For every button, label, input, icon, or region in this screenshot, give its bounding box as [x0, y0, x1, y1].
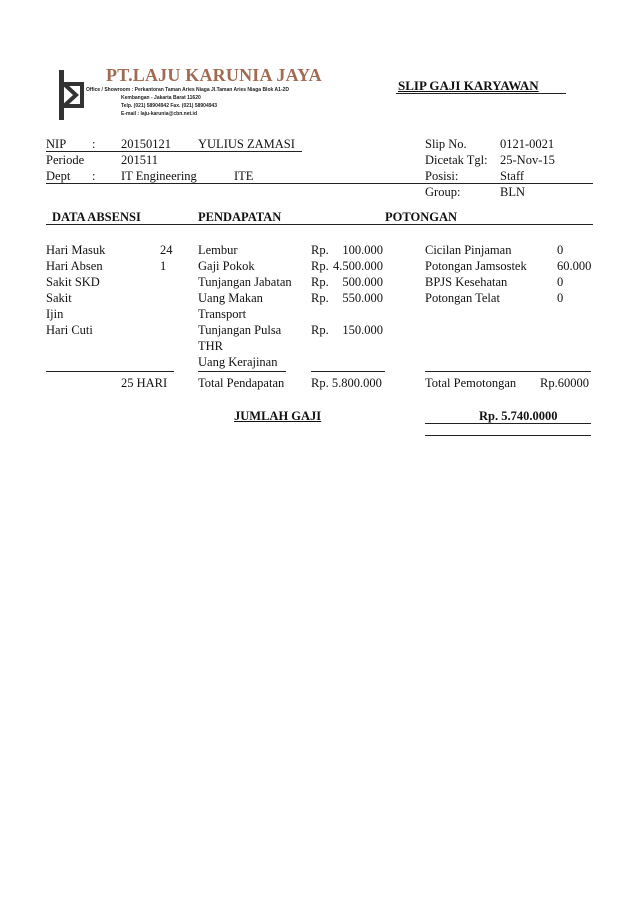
pendapatan-label: Gaji Pokok — [198, 259, 255, 273]
nip-underline — [46, 151, 302, 152]
jumlah-double-underline — [425, 435, 591, 436]
pendapatan-rp: Rp. — [311, 259, 329, 273]
potongan-label: Potongan Jamsostek — [425, 259, 527, 273]
absensi-label: Hari Absen — [46, 259, 103, 273]
total-pendapatan-label: Total Pendapatan — [198, 376, 285, 390]
jumlah-gaji-label: JUMLAH GAJI — [234, 409, 322, 423]
absensi-label: Sakit SKD — [46, 275, 100, 289]
pendapatan-label: Uang Makan — [198, 291, 263, 305]
group-label: Group: — [425, 185, 461, 199]
nip-value: 20150121 — [121, 137, 171, 151]
pendapatan-amount-line — [311, 371, 385, 372]
potongan-value: 0 — [557, 243, 564, 257]
potongan-label: BPJS Kesehatan — [425, 275, 508, 289]
dept-label: Dept — [46, 169, 71, 183]
pendapatan-label: Lembur — [198, 243, 238, 257]
dicetak-value: 25-Nov-15 — [500, 153, 555, 167]
company-city: Kembangan - Jakarta Barat 11620 — [121, 95, 201, 101]
pendapatan-amount: 4.500.000 — [333, 259, 383, 273]
potongan-value: 0 — [557, 291, 564, 305]
company-phone: Telp. (021) 58904942 Fax. (021) 58904943 — [121, 103, 218, 109]
potongan-value: 60.000 — [557, 259, 592, 273]
pendapatan-rp: Rp. — [311, 291, 329, 305]
posisi-value: Staff — [500, 169, 525, 183]
section-pendapatan: PENDAPATAN — [198, 210, 282, 224]
section-absensi: DATA ABSENSI — [52, 210, 141, 224]
pendapatan-amount: 100.000 — [342, 243, 383, 257]
potongan-value: 0 — [557, 275, 564, 289]
pendapatan-total-line — [198, 371, 286, 372]
total-pemotongan-value: Rp.60000 — [540, 376, 589, 390]
potongan-label: Potongan Telat — [425, 291, 500, 305]
nip-colon: : — [92, 137, 96, 151]
total-pendapatan-value: Rp. 5.800.000 — [311, 376, 382, 390]
posisi-label: Posisi: — [425, 169, 459, 183]
dept-code: ITE — [234, 169, 254, 183]
absensi-total-line — [46, 371, 174, 372]
employee-name: YULIUS ZAMASI — [198, 137, 295, 151]
jumlah-gaji-value: Rp. 5.740.0000 — [479, 409, 558, 423]
potongan-total-line — [425, 371, 591, 372]
slip-no-value: 0121-0021 — [500, 137, 555, 151]
title-underline — [396, 93, 566, 94]
pendapatan-amount: 550.000 — [342, 291, 383, 305]
slip-no-label: Slip No. — [425, 137, 467, 151]
total-hari: 25 HARI — [121, 376, 168, 390]
pendapatan-label: Tunjangan Jabatan — [198, 275, 292, 289]
pendapatan-rp: Rp. — [311, 275, 329, 289]
periode-label: Periode — [46, 153, 85, 167]
slip-title: SLIP GAJI KARYAWAN — [398, 78, 539, 93]
jumlah-underline — [425, 423, 591, 424]
section-underline — [46, 224, 593, 225]
section-potongan: POTONGAN — [385, 210, 457, 224]
pendapatan-label: Transport — [198, 307, 247, 321]
pendapatan-label: THR — [198, 339, 223, 353]
company-address: Office / Showroom : Perkantoran Taman Aries Niaga Jl.Taman Aries Niaga Blok A1-2D — [86, 87, 289, 93]
pendapatan-rp: Rp. — [311, 243, 329, 257]
pendapatan-label: Uang Kerajinan — [198, 355, 278, 369]
potongan-label: Cicilan Pinjaman — [425, 243, 512, 257]
group-value: BLN — [500, 185, 525, 199]
absensi-label: Hari Cuti — [46, 323, 93, 337]
pendapatan-rp: Rp. — [311, 323, 329, 337]
pendapatan-label: Tunjangan Pulsa — [198, 323, 282, 337]
info-divider — [46, 183, 593, 184]
dept-value: IT Engineering — [121, 169, 197, 183]
absensi-value: 1 — [160, 259, 167, 273]
absensi-label: Hari Masuk — [46, 243, 106, 257]
absensi-label: Sakit — [46, 291, 72, 305]
periode-value: 201511 — [121, 153, 159, 167]
dicetak-label: Dicetak Tgl: — [425, 153, 488, 167]
company-name: PT.LAJU KARUNIA JAYA — [106, 65, 322, 85]
company-email: E-mail : laju-karunia@cbn.net.id — [121, 111, 197, 117]
nip-label: NIP — [46, 137, 67, 151]
absensi-label: Ijin — [46, 307, 64, 321]
absensi-value: 24 — [160, 243, 173, 257]
company-logo — [56, 68, 86, 122]
pendapatan-amount: 500.000 — [342, 275, 383, 289]
dept-colon: : — [92, 169, 96, 183]
total-pemotongan-label: Total Pemotongan — [425, 376, 517, 390]
pendapatan-amount: 150.000 — [342, 323, 383, 337]
